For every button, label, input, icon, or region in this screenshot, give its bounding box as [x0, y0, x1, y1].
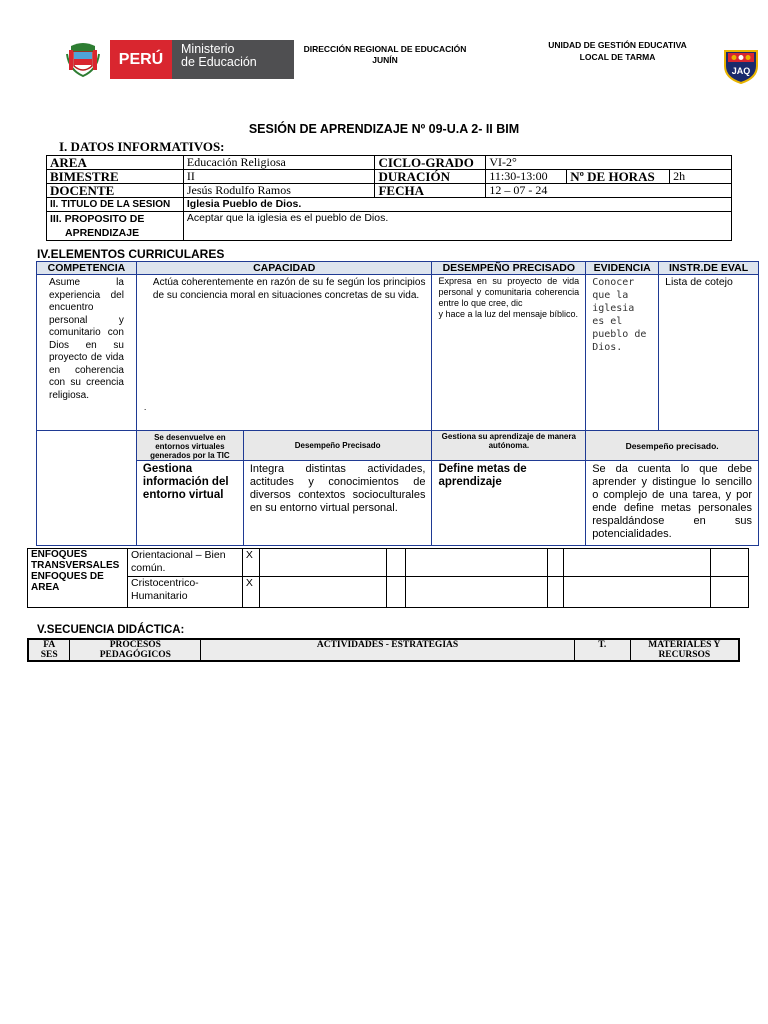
capacidad-header: CAPACIDAD	[136, 262, 432, 275]
autonomo-desempeno-header: Desempeño precisado.	[586, 431, 759, 461]
autonomo-capacidad: Define metas de aprendizaje	[432, 461, 586, 546]
enfoques-table	[27, 548, 749, 608]
ministerio-line-2: de Educación	[181, 55, 257, 69]
peru-label: PERÚ	[110, 40, 172, 79]
enfoque-name: Cristocentrico-Humanitario	[127, 577, 242, 608]
jaq-logo-text: JAQ	[731, 66, 751, 76]
peru-coat-of-arms-icon	[63, 42, 103, 78]
page-title: SESIÓN DE APRENDIZAJE Nº 09-U.A 2- II BIM	[248, 122, 520, 136]
enfoque-mark: X	[242, 549, 259, 577]
ugel-label	[530, 39, 705, 63]
tic-capacidad: Gestiona información del entorno virtual	[136, 461, 243, 546]
tic-header: Se desenvuelve en entornos virtuales generados por la TIC	[136, 431, 243, 461]
ciclo-value: VI-2°	[486, 156, 732, 170]
horas-value: 2h	[670, 170, 732, 184]
capacidad-dot: .	[143, 402, 147, 412]
curriculares-table	[36, 261, 759, 546]
table-row	[28, 577, 749, 608]
desempeno-cell	[432, 275, 586, 431]
table-header-row	[28, 639, 739, 661]
capacidad-text: Actúa coherentemente en razón de su fe según los principios de su conciencia moral en situaciones concretas de su vida.	[152, 277, 426, 301]
desempeno-text-2: y hace a la luz del mensaje bíblico.	[438, 309, 579, 319]
table-row	[47, 212, 732, 241]
table-row	[47, 198, 732, 212]
fases-header: FA SES	[28, 639, 70, 661]
ugel-line-1: UNIDAD DE GESTIÓN EDUCATIVA	[548, 40, 687, 50]
desempeno-text: Expresa en su proyecto de vida personal y comunitaria coherencia entre lo que cree, dic	[438, 276, 580, 308]
proposito-value: Aceptar que la iglesia es el pueblo de Dios.	[183, 212, 731, 241]
docente-label: DOCENTE	[47, 184, 184, 198]
empty-cell	[405, 549, 548, 577]
datos-table	[46, 155, 732, 241]
proposito-label-line-2: APRENDIZAJE	[65, 227, 140, 239]
table-row	[47, 170, 732, 184]
titulo-label: II. TITULO DE LA SESION	[47, 198, 184, 212]
tic-desempeno: Integra distintas actividades, actitudes y conocimientos de diversos contextos socioculturales en su entorno virtual personal.	[243, 461, 432, 546]
fecha-label: FECHA	[375, 184, 486, 198]
table-row	[37, 275, 759, 431]
section-curriculares-heading: IV.ELEMENTOS CURRICULARES	[37, 247, 225, 261]
competencia-header: COMPETENCIA	[37, 262, 137, 275]
docente-value: Jesús Rodulfo Ramos	[183, 184, 375, 198]
empty-cell	[548, 549, 564, 577]
proposito-label-line-1: III. PROPOSITO DE	[50, 213, 145, 225]
empty-cell	[548, 577, 564, 608]
empty-cell	[37, 431, 137, 461]
bimestre-value: II	[183, 170, 375, 184]
empty-cell	[259, 577, 386, 608]
table-row	[47, 156, 732, 170]
ciclo-label: CICLO-GRADO	[375, 156, 486, 170]
ugel-line-2: LOCAL DE TARMA	[579, 52, 656, 62]
procesos-header: PROCESOS PEDAGÓGICOS	[70, 639, 201, 661]
secuencia-table	[27, 638, 740, 662]
fecha-value: 12 – 07 - 24	[486, 184, 732, 198]
titulo-value: Iglesia Pueblo de Dios.	[183, 198, 731, 212]
area-value: Educación Religiosa	[183, 156, 375, 170]
desempeno-header: DESEMPEÑO PRECISADO	[432, 262, 586, 275]
empty-cell	[37, 461, 137, 546]
table-row	[47, 184, 732, 198]
enfoques-area-label: ENFOQUES DE AREA	[31, 571, 104, 593]
competencia-cell: Asume la experiencia del encuentro personal y comunitario con Dios en su proyecto de vida en coherencia con su creencia religiosa.	[37, 275, 137, 431]
materiales-header: MATERIALES Y RECURSOS	[630, 639, 739, 661]
direccion-regional	[300, 44, 470, 66]
ministerio-label	[172, 40, 294, 79]
enfoque-mark: X	[242, 577, 259, 608]
enfoques-label	[28, 549, 128, 608]
evidencia-header: EVIDENCIA	[586, 262, 659, 275]
direccion-line-1: DIRECCIÓN REGIONAL DE EDUCACIÓN	[303, 44, 467, 54]
table-row	[37, 431, 759, 461]
direccion-line-2: JUNÍN	[372, 55, 398, 65]
table-header-row	[37, 262, 759, 275]
instrumento-cell: Lista de cotejo	[659, 275, 759, 431]
empty-cell	[564, 577, 711, 608]
table-row	[28, 549, 749, 577]
bimestre-label: BIMESTRE	[47, 170, 184, 184]
proposito-label	[47, 212, 184, 241]
instrumento-header: INSTR.DE EVAL	[659, 262, 759, 275]
area-label: AREA	[47, 156, 184, 170]
ministerio-line-1: Ministerio	[181, 42, 235, 56]
tiempo-header: T.	[574, 639, 630, 661]
section-datos-heading: I. DATOS INFORMATIVOS:	[59, 139, 225, 154]
empty-cell	[564, 549, 711, 577]
section-secuencia-heading: V.SECUENCIA DIDÁCTICA:	[37, 624, 185, 636]
tic-desempeno-header: Desempeño Precisado	[243, 431, 432, 461]
enfoque-name: Orientacional – Bien común.	[127, 549, 242, 577]
empty-cell	[386, 549, 405, 577]
capacidad-cell	[136, 275, 432, 431]
empty-cell	[386, 577, 405, 608]
actividades-header: ACTIVIDADES - ESTRATEGIAS	[201, 639, 575, 661]
duracion-value: 11:30-13:00	[486, 170, 567, 184]
horas-label: Nº DE HORAS	[567, 170, 670, 184]
empty-cell	[710, 577, 748, 608]
empty-cell	[405, 577, 548, 608]
evidencia-cell: Conocer que la iglesia es el pueblo de Dios.	[586, 275, 659, 431]
enfoques-transversales-label: ENFOQUES TRANSVERSALES	[31, 549, 120, 571]
autonomo-desempeno: Se da cuenta lo que debe aprender y distingue lo sencillo o complejo de una tarea, y por ende define metas personales respaldándose en sus potencialidades.	[586, 461, 759, 546]
duracion-label: DURACIÓN	[375, 170, 486, 184]
autonomo-header: Gestiona su aprendizaje de manera autónoma.	[432, 431, 586, 461]
empty-cell	[259, 549, 386, 577]
table-row	[37, 461, 759, 546]
school-shield-logo	[722, 48, 760, 84]
empty-cell	[710, 549, 748, 577]
